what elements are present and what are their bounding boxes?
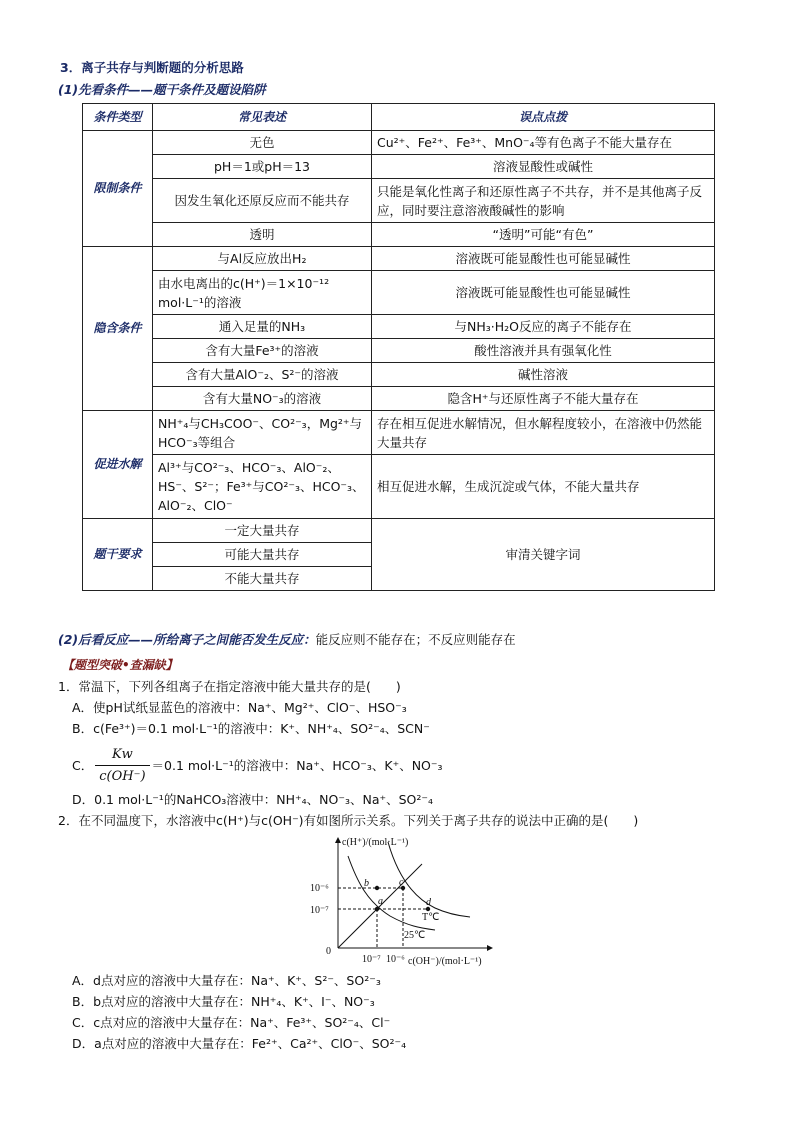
- tip-cell: 溶液显酸性或碱性: [372, 155, 715, 179]
- expr-cell: 通入足量的NH₃: [153, 315, 372, 339]
- tip-cell: 溶液既可能显酸性也可能显碱性: [372, 247, 715, 271]
- point-a-label: a: [378, 896, 383, 907]
- expr-cell: 无色: [153, 131, 372, 155]
- expr-cell: 不能大量共存: [153, 567, 372, 591]
- subsection-title-1: (1)先看条件——题干条件及题设陷阱: [58, 82, 266, 97]
- table-row: [83, 247, 715, 271]
- tip-cell: 只能是氧化性离子和还原性离子不共存，并不是其他离子反应，同时要注意溶液酸碱性的影响: [372, 179, 715, 223]
- q2-option-d: D．a点对应的溶液中大量存在：Fe²⁺、Ca²⁺、ClO⁻、SO²⁻₄: [72, 1036, 407, 1051]
- q1-option-a: A．使pH试纸显蓝色的溶液中：Na⁺、Mg²⁺、ClO⁻、HSO⁻₃: [72, 700, 407, 715]
- table-row: [83, 271, 715, 315]
- q2-option-c: C．c点对应的溶液中大量存在：Na⁺、Fe³⁺、SO²⁻₄、Cl⁻: [72, 1015, 391, 1030]
- point-a: [375, 907, 379, 911]
- table-row: [83, 155, 715, 179]
- category-cell: 促进水解: [83, 411, 153, 519]
- subsection-title-2: [58, 630, 516, 648]
- tip-cell: 溶液既可能显酸性也可能显碱性: [372, 271, 715, 315]
- expr-cell: 与Al反应放出H₂: [153, 247, 372, 271]
- tip-cell: 隐含H⁺与还原性离子不能大量存在: [372, 387, 715, 411]
- curve-t-label: T℃: [422, 912, 440, 923]
- table-row: [83, 339, 715, 363]
- condition-table: [82, 103, 715, 591]
- expr-cell: 含有大量NO⁻₃的溶液: [153, 387, 372, 411]
- table-row: [83, 131, 715, 155]
- fraction-numerator: Kw: [95, 744, 149, 766]
- expr-cell: 含有大量Fe³⁺的溶液: [153, 339, 372, 363]
- header-cell: 条件类型: [83, 104, 153, 131]
- q1-option-b: B．c(Fe³⁺)＝0.1 mol·L⁻¹的溶液中：K⁺、NH⁺₄、SO²⁻₄、SCN⁻: [72, 721, 430, 736]
- expr-cell: 一定大量共存: [153, 519, 372, 543]
- table-row: [83, 455, 715, 519]
- subsection-title-2-text: 能反应则不能存在；不反应则能存在: [315, 632, 516, 647]
- table-header-row: [83, 104, 715, 131]
- expr-cell: 含有大量AlO⁻₂、S²⁻的溶液: [153, 363, 372, 387]
- expr-cell: 可能大量共存: [153, 543, 372, 567]
- q1-option-d: D．0.1 mol·L⁻¹的NaHCO₃溶液中：NH⁺₄、NO⁻₃、Na⁺、SO²⁻₄: [72, 792, 433, 807]
- table-row: [83, 363, 715, 387]
- header-cell: 常见表述: [153, 104, 372, 131]
- category-cell: 题干要求: [83, 519, 153, 591]
- table-row: [83, 411, 715, 455]
- expr-cell: 透明: [153, 223, 372, 247]
- x-tick-label: 10⁻⁶: [386, 954, 405, 965]
- category-cell: 限制条件: [83, 131, 153, 247]
- y-axis-label: c(H⁺)/(mol·L⁻¹): [342, 837, 409, 848]
- tip-cell: 与NH₃·H₂O反应的离子不能存在: [372, 315, 715, 339]
- header-cell: 误点点拨: [372, 104, 715, 131]
- table-row: [83, 387, 715, 411]
- category-cell: 隐含条件: [83, 247, 153, 411]
- tip-cell: 存在相互促进水解情况，但水解程度较小，在溶液中仍然能大量共存: [372, 411, 715, 455]
- point-d-label: d: [426, 897, 431, 908]
- tip-cell: 碱性溶液: [372, 363, 715, 387]
- origin-label: 0: [326, 946, 331, 957]
- section-title: 3．离子共存与判断题的分析思路: [60, 60, 244, 75]
- expr-cell: Al³⁺与CO²⁻₃、HCO⁻₃、AlO⁻₂、HS⁻、S²⁻；Fe³⁺与CO²⁻₃、HCO⁻₃、AlO⁻₂、ClO⁻: [153, 455, 372, 519]
- expr-cell: NH⁺₄与CH₃COO⁻、CO²⁻₃，Mg²⁺与HCO⁻₃等组合: [153, 411, 372, 455]
- q2-option-b: B．b点对应的溶液中大量存在：NH⁺₄、K⁺、I⁻、NO⁻₃: [72, 994, 375, 1009]
- tip-cell: 酸性溶液并具有强氧化性: [372, 339, 715, 363]
- y-tick-label: 10⁻⁷: [310, 905, 329, 916]
- q1-option-c-text: ＝0.1 mol·L⁻¹的溶液中：Na⁺、HCO⁻₃、K⁺、NO⁻₃: [151, 758, 443, 773]
- tip-cell: “透明”可能“有色”: [372, 223, 715, 247]
- expr-cell: 由水电离出的c(H⁺)＝1×10⁻¹² mol·L⁻¹的溶液: [153, 271, 372, 315]
- table-row: [83, 315, 715, 339]
- table-row: [83, 519, 715, 543]
- q2-option-a: A．d点对应的溶液中大量存在：Na⁺、K⁺、S²⁻、SO²⁻₃: [72, 973, 381, 988]
- section-tag: 【题型突破•查漏缺】: [62, 658, 178, 672]
- curve-25c-label: 25℃: [404, 930, 426, 941]
- tip-cell: Cu²⁺、Fe²⁺、Fe³⁺、MnO⁻₄等有色离子不能大量存在: [372, 131, 715, 155]
- kw-fraction: [95, 744, 149, 787]
- tip-cell: 相互促进水解，生成沉淀或气体，不能大量共存: [372, 455, 715, 519]
- subsection-title-2-label: (2)后看反应——所给离子之间能否发生反应：: [58, 632, 316, 647]
- table-row: [83, 179, 715, 223]
- x-axis-label: c(OH⁻)/(mol·L⁻¹): [408, 956, 482, 967]
- q1-option-c-prefix: C．: [72, 758, 94, 773]
- y-tick-label: 10⁻⁶: [310, 883, 329, 894]
- q1-option-c: [72, 744, 443, 787]
- point-b-label: b: [364, 878, 369, 889]
- x-tick-label: 10⁻⁷: [362, 954, 381, 965]
- question-2-stem: 2．在不同温度下，水溶液中c(H⁺)与c(OH⁻)有如图所示关系。下列关于离子共存的说法中正确的是( ): [58, 813, 639, 828]
- point-b: [375, 886, 379, 890]
- table-row: [83, 223, 715, 247]
- point-c-label: c: [399, 877, 404, 888]
- expr-cell: 因发生氧化还原反应而不能共存: [153, 179, 372, 223]
- fraction-denominator: c(OH⁻): [99, 769, 146, 784]
- question-1-stem: 1．常温下，下列各组离子在指定溶液中能大量共存的是( ): [58, 679, 401, 694]
- expr-cell: pH＝1或pH＝13: [153, 155, 372, 179]
- ion-product-chart: [300, 834, 520, 970]
- tip-cell: 审清关键字词: [372, 519, 715, 591]
